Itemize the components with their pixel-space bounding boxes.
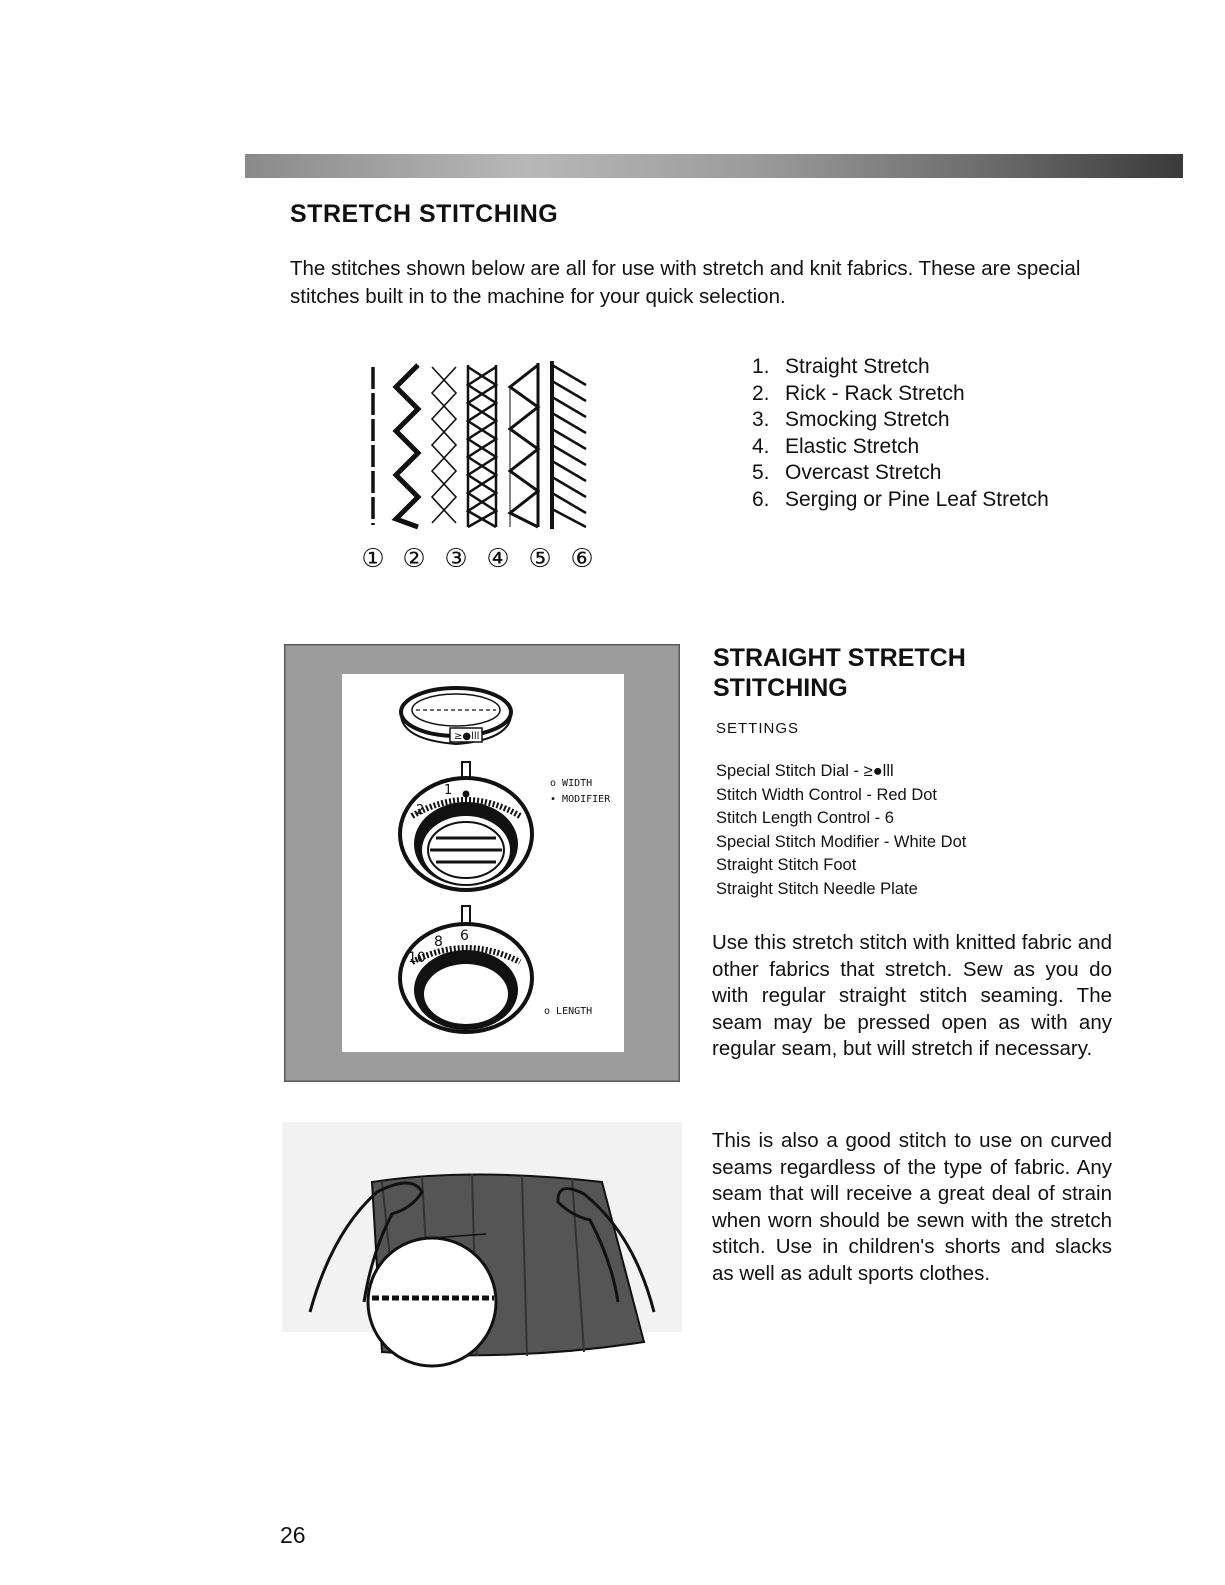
settings-label: SETTINGS bbox=[716, 720, 800, 737]
modifier-label: • MODIFIER bbox=[550, 794, 611, 805]
serging-pattern bbox=[552, 361, 586, 529]
rick-rack-pattern bbox=[396, 365, 418, 527]
stitch-list bbox=[752, 354, 1049, 513]
marker-4: ④ bbox=[486, 544, 510, 574]
marker-2: ② bbox=[402, 544, 426, 574]
section-title: STRAIGHT STRETCH STITCHING bbox=[713, 644, 966, 702]
settings-item: Stitch Length Control - 6 bbox=[716, 809, 894, 827]
body-paragraph-1: Use this stretch stitch with knitted fabric and other fabrics that stretch. Sew as you do with regular straight stitch seaming. The seam may be pressed open as with any regular seam, but will stretch if necessary. bbox=[712, 931, 1112, 1060]
svg-text:≥●lll: ≥●lll bbox=[454, 731, 480, 742]
settings-item: Special Stitch Modifier - White Dot bbox=[716, 832, 967, 851]
list-item: 2. Rick - Rack Stretch bbox=[752, 381, 965, 405]
fabric-stretch-illustration bbox=[272, 1122, 692, 1412]
elastic-pattern bbox=[468, 365, 496, 527]
overcast-pattern bbox=[510, 363, 538, 527]
svg-text:2: 2 bbox=[416, 803, 425, 818]
marker-1: ① bbox=[361, 544, 385, 574]
svg-text:1: 1 bbox=[444, 783, 453, 798]
list-item: 5. Overcast Stretch bbox=[752, 461, 942, 484]
svg-text:8: 8 bbox=[434, 934, 443, 950]
page-number: 26 bbox=[280, 1522, 306, 1548]
settings-item: Straight Stitch Needle Plate bbox=[716, 879, 918, 898]
list-item: 1. Straight Stretch bbox=[752, 355, 930, 378]
stitch-patterns-figure bbox=[350, 355, 650, 580]
list-item: 4. Elastic Stretch bbox=[752, 434, 920, 458]
list-item: 3. Smocking Stretch bbox=[752, 408, 950, 431]
smocking-pattern bbox=[432, 367, 456, 523]
marker-6: ⑥ bbox=[570, 544, 594, 574]
settings-list bbox=[716, 760, 966, 901]
settings-item: Stitch Width Control - Red Dot bbox=[716, 785, 937, 804]
header-rule bbox=[245, 154, 1183, 178]
svg-text:6: 6 bbox=[460, 928, 469, 944]
settings-item: Special Stitch Dial - ≥●lll bbox=[716, 762, 894, 780]
settings-item: Straight Stitch Foot bbox=[716, 856, 857, 874]
dial-illustration bbox=[284, 644, 680, 1082]
page-title: STRETCH STITCHING bbox=[290, 200, 559, 228]
list-item: 6. Serging or Pine Leaf Stretch bbox=[752, 487, 1049, 511]
magnifier-circle bbox=[368, 1238, 496, 1366]
marker-3: ③ bbox=[444, 544, 468, 574]
body-paragraph-2: This is also a good stitch to use on curved seams regardless of the type of fabric. Any seam that will receive a great deal of strain when worn should be sewn with the stretch stitch. Use in children's shorts and slacks as well as adult sports clothes. bbox=[712, 1129, 1112, 1285]
intro-text: The stitches shown below are all for use with stretch and knit fabrics. These are special stitches built in to the machine for your quick selection. bbox=[290, 257, 1081, 308]
length-label: o LENGTH bbox=[544, 1006, 593, 1017]
svg-text:10: 10 bbox=[408, 950, 426, 966]
width-label: o WIDTH bbox=[550, 778, 593, 789]
marker-5: ⑤ bbox=[528, 544, 552, 574]
